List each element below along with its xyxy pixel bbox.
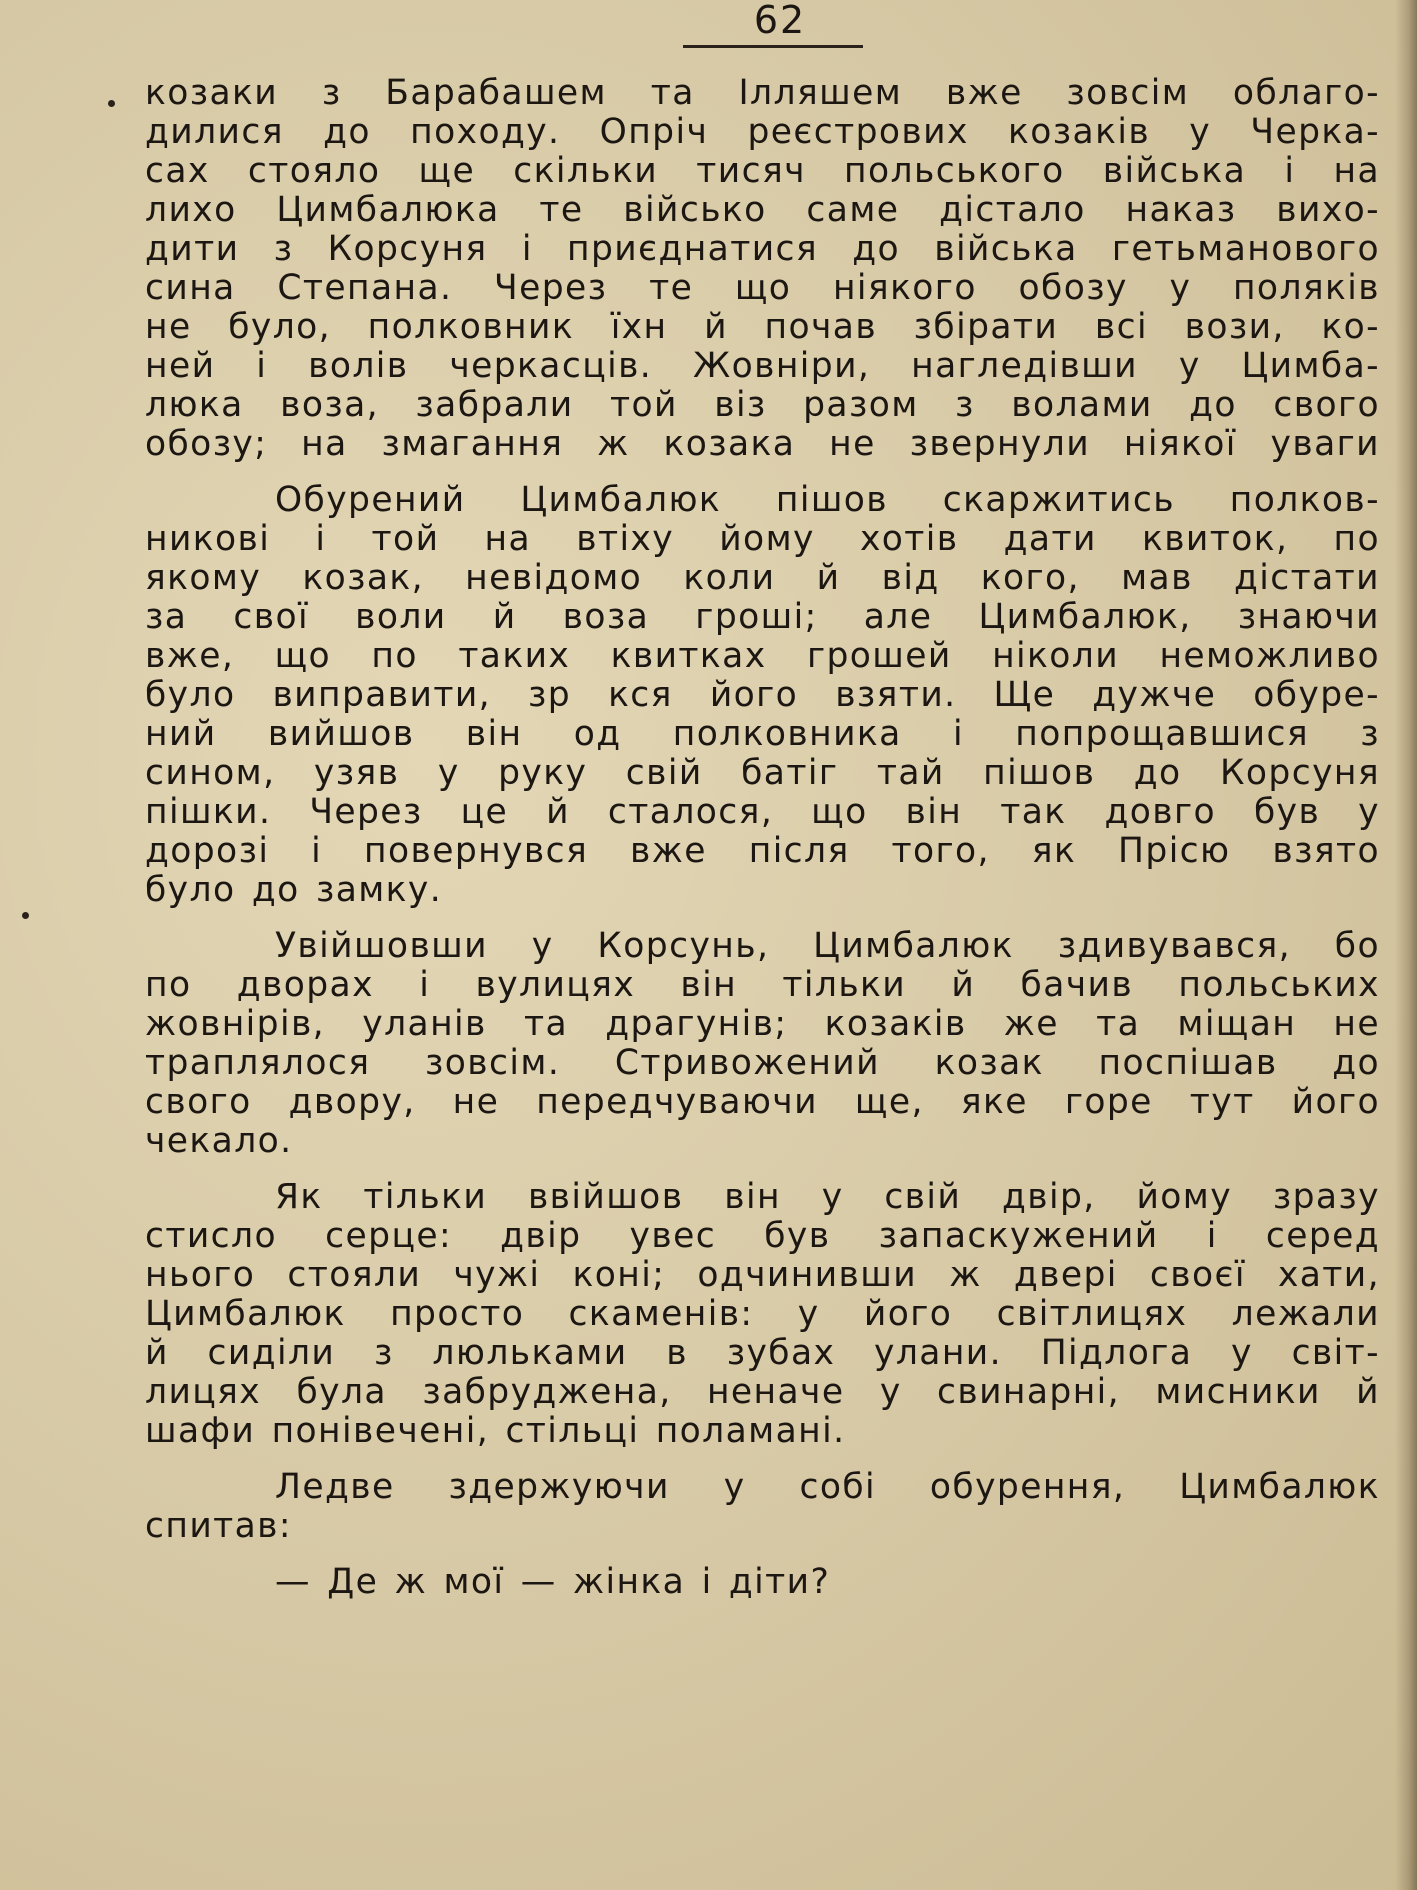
text-line: сах стояло ще скільки тисяч польського війська і на [145,151,1380,191]
page-edge-shadow [1395,0,1417,1890]
margin-mark [22,912,29,919]
text-line: вже, що по таких квитках грошей ніколи неможливо [145,636,1380,676]
dialogue-line: — Де ж мої — жінка і діти? [275,1562,831,1602]
text-line: лихо Цимбалюка те військо саме дістало наказ вихо- [145,190,1380,230]
text-line: обозу; на змагання ж козака не звернули ніякої уваги [145,424,1380,464]
text-line: не було, полковник їхн й почав збірати всі вози, ко- [145,307,1380,347]
text-line: чекало. [145,1121,293,1161]
text-line: никові і той на втіху йому хотів дати квиток, по [145,519,1380,559]
text-line: якому козак, невідомо коли й від кого, мав дістати [145,558,1380,598]
text-line: спитав: [145,1506,292,1546]
margin-mark [108,100,115,107]
text-line: шафи понівечені, стільці поламані. [145,1411,846,1451]
body-text [145,74,1380,1602]
text-line: лицях була забруджена, неначе у свинарні, мисники й [145,1372,1380,1412]
text-line: ний вийшов він од полковника і попрощавшися з [145,714,1380,754]
text-line: сина Степана. Через те що ніякого обозу у поляків [145,268,1380,308]
text-line: стисло серце: двір увес був запаскужений і серед [145,1216,1380,1256]
text-line: дити з Корсуня і приєднатися до війська гетьманового [145,229,1380,269]
text-line: дорозі і повернувся вже після того, як Прісю взято [145,831,1380,871]
text-line: козаки з Барабашем та Ілляшем вже зовсім облаго- [145,73,1380,113]
text-line: було виправити, зр кся його взяти. Ще дужче обуре- [145,675,1380,715]
text-line: Ледве здержуючи у собі обурення, Цимбалюк [275,1467,1380,1507]
text-line: траплялося зовсім. Стривожений козак поспішав до [145,1043,1380,1083]
text-line: Цимбалюк просто скаменів: у його світлицях лежали [145,1294,1380,1334]
text-line: Обурений Цимбалюк пішов скаржитись полков- [275,480,1380,520]
text-line: жовнірів, уланів та драгунів; козаків же та міщан не [145,1004,1380,1044]
text-line: свого двору, не передчуваючи ще, яке горе тут його [145,1082,1380,1122]
text-line: Увійшовши у Корсунь, Цимбалюк здивувався, бо [275,926,1380,966]
header-rule [683,45,863,48]
text-line: Як тільки ввійшов він у свій двір, йому зразу [275,1177,1380,1217]
text-line: люка воза, забрали той віз разом з волами до свого [145,385,1380,425]
text-line: й сиділи з люльками в зубах улани. Підлога у світ- [145,1333,1380,1373]
text-line: нього стояли чужі коні; одчинивши ж двері своєї хати, [145,1255,1380,1295]
page-number: 62 [753,0,807,42]
text-line: за свої воли й воза гроші; але Цимбалюк, знаючи [145,597,1380,637]
text-line: по дворах і вулицях він тільки й бачив польських [145,965,1380,1005]
text-line: ней і волів черкасців. Жовніри, нагледівши у Цимба- [145,346,1380,386]
text-line: було до замку. [145,870,443,910]
text-line: пішки. Через це й сталося, що він так довго був у [145,792,1380,832]
text-line: дилися до походу. Опріч реєстрових козаків у Черка- [145,112,1380,152]
text-line: сином, узяв у руку свій батіг тай пішов до Корсуня [145,753,1380,793]
